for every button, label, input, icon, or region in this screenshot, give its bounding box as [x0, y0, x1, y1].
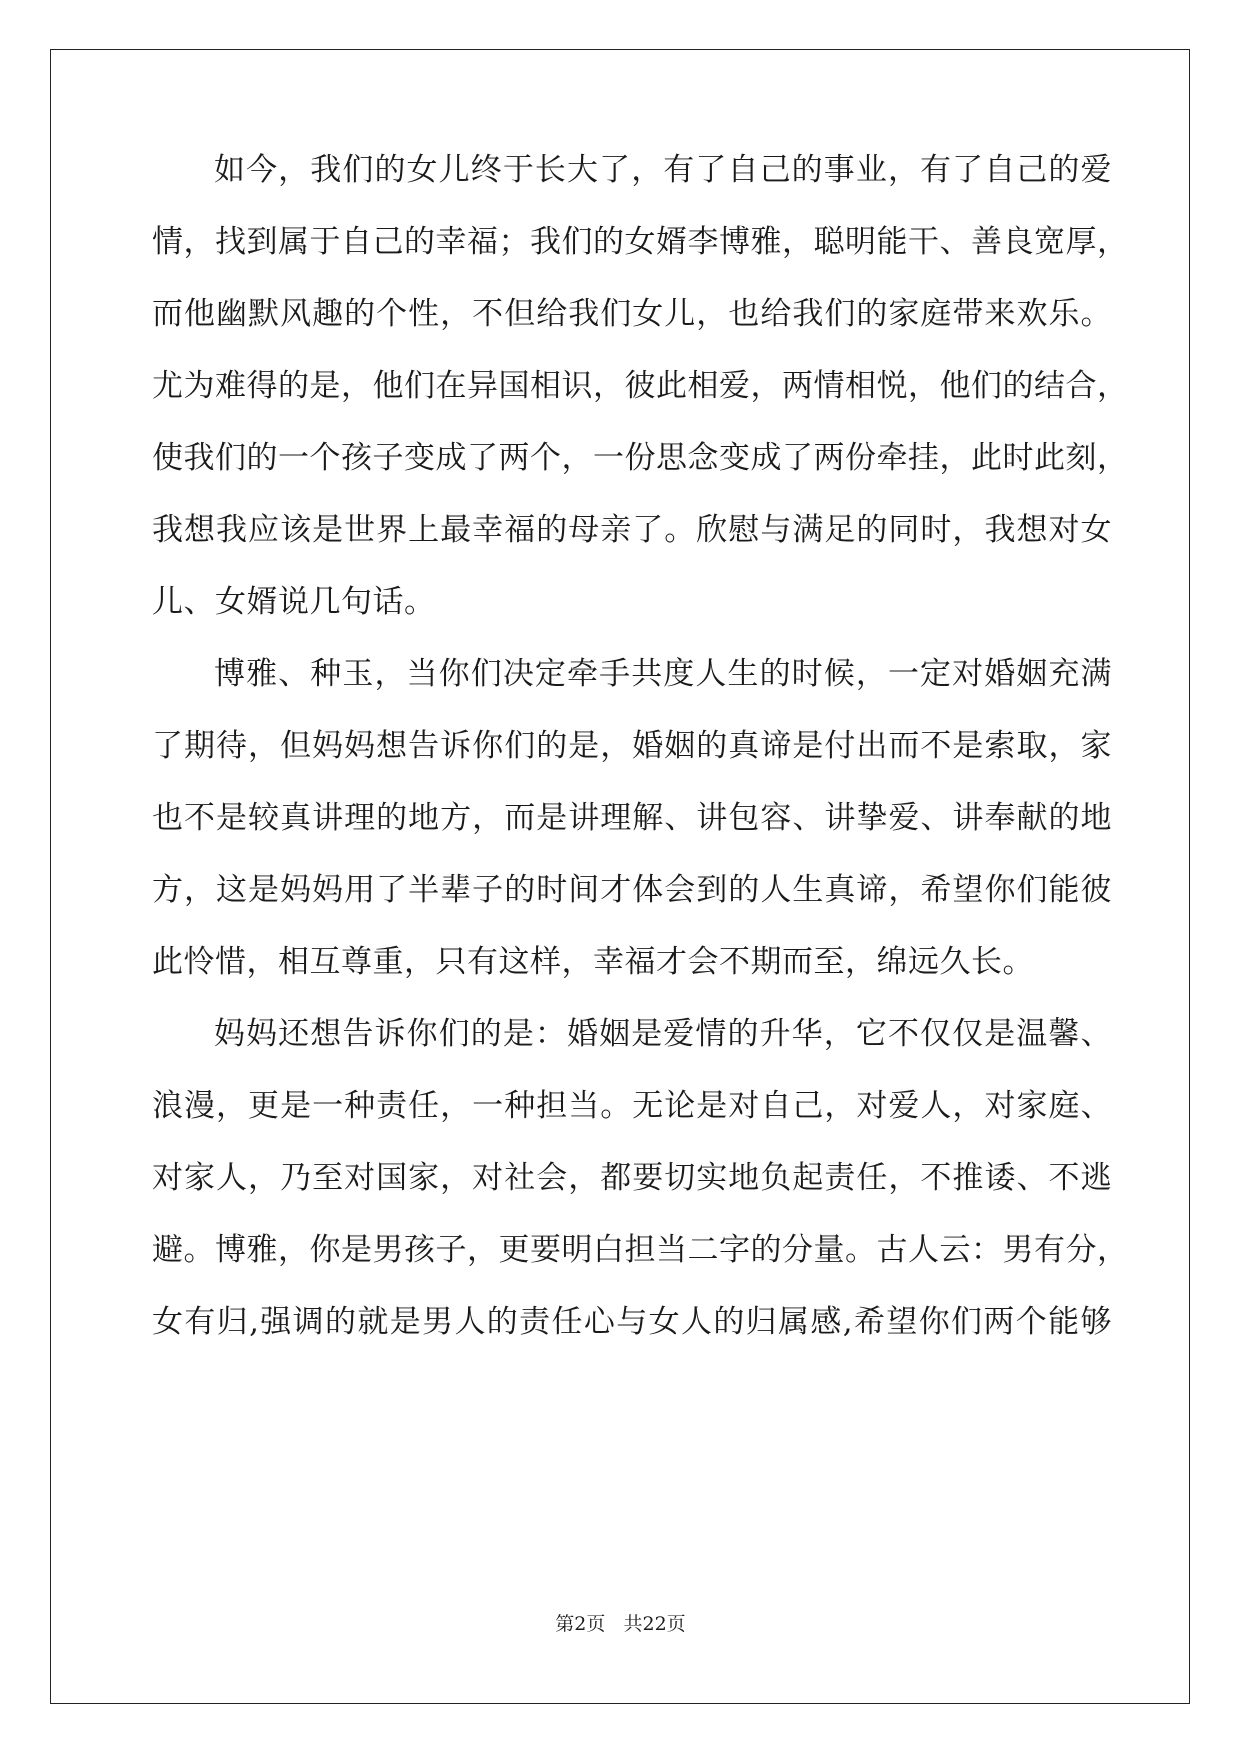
paragraph-1-line-3: 而他幽默风趣的个性，不但给我们女儿，也给我们的家庭带来欢乐。: [152, 296, 1112, 332]
paragraph-3-line-3: 对家人，乃至对国家，对社会，都要切实地负起责任，不推诿、不逃: [152, 1160, 1112, 1196]
paragraph-2-line-3: 也不是较真讲理的地方，而是讲理解、讲包容、讲挚爱、讲奉献的地: [152, 800, 1112, 836]
paragraph-3-line-1: 妈妈还想告诉你们的是：婚姻是爱情的升华，它不仅仅是温馨、: [214, 1016, 1112, 1052]
paragraph-1-line-7: 儿、女婿说几句话。: [152, 584, 436, 620]
paragraph-1-line-2: 情，找到属于自己的幸福；我们的女婿李博雅，聪明能干、善良宽厚，: [152, 224, 1129, 260]
paragraph-1-line-5: 使我们的一个孩子变成了两个，一份思念变成了两份牵挂，此时此刻，: [152, 440, 1129, 476]
paragraph-2-line-2: 了期待，但妈妈想告诉你们的是，婚姻的真谛是付出而不是索取，家: [152, 728, 1112, 764]
paragraph-2-line-4: 方，这是妈妈用了半辈子的时间才体会到的人生真谛，希望你们能彼: [152, 872, 1112, 908]
paragraph-1-line-6: 我想我应该是世界上最幸福的母亲了。欣慰与满足的同时，我想对女: [152, 512, 1112, 548]
paragraph-2-line-5: 此怜惜，相互尊重，只有这样，幸福才会不期而至，绵远久长。: [152, 944, 1034, 980]
paragraph-3-line-4: 避。博雅，你是男孩子，更要明白担当二字的分量。古人云：男有分，: [152, 1232, 1129, 1268]
paragraph-1-line-1: 如今，我们的女儿终于长大了，有了自己的事业，有了自己的爱: [214, 152, 1112, 188]
paragraph-3-line-2: 浪漫，更是一种责任，一种担当。无论是对自己，对爱人，对家庭、: [152, 1088, 1112, 1124]
paragraph-3-line-5: 女有归,强调的就是男人的责任心与女人的归属感,希望你们两个能够: [152, 1304, 1112, 1340]
paragraph-2-line-1: 博雅、种玉，当你们决定牵手共度人生的时候，一定对婚姻充满: [214, 656, 1112, 692]
paragraph-1-line-4: 尤为难得的是，他们在异国相识，彼此相爱，两情相悦，他们的结合，: [152, 368, 1129, 404]
page-number-footer: 第2页 共22页: [555, 1613, 686, 1635]
